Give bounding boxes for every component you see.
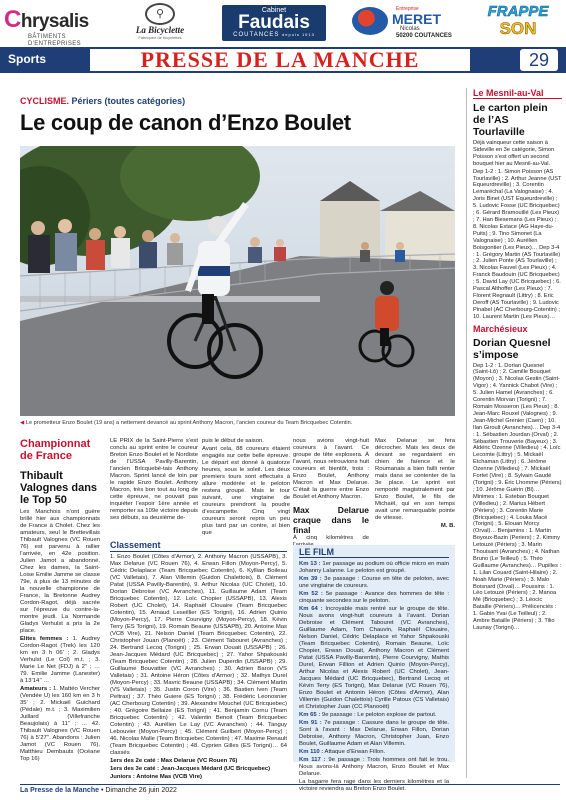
faudais-cabinet: Cabinet [261,7,287,14]
right-sidebar [466,88,562,778]
footer-publication: La Presse de la Manche [20,787,99,794]
newspaper-title: PRESSE DE LA MANCHE [90,49,470,71]
left-headline: Thibault Valognes dans le Top 50 [20,470,98,506]
chrysalis-sub: BÂTIMENTS D'ENTREPRISES [28,34,82,47]
article-col-3 [293,438,369,550]
bicyclette-sub: Fabriquée de bicyclettes [138,35,182,40]
film-item: Km 117 : 9e passage : Trois hommes ont fait le trou. Nous avons-là Anthony Macron, Enzo Boulet et Max Delarue. [299,757,450,777]
film-item: Km 52 : 5e passage : Avance des hommes de tête : cinquante secondes sur le peloton. [299,591,450,604]
classement-box [110,540,287,782]
sponsor-bicyclette [130,3,190,43]
film-item: Km 110 : Attaque d’Erwan Fillon. [299,749,386,755]
article-paragraph: nous avions vingt-huit coureurs à l’avant. Ce groupe de tête explosera. À l’avant, nous retrouvions huit coureurs et bientôt, trois : Enzo Boulet, Anthony Macron et Max Delarue. C’était la guerre entre Enzo Boulet et Anthony Macron. [293,438,369,500]
sponsor-chrysalis [4,6,116,47]
film-item: Km 64 : Incroyable mais rentré sur le groupe de tête. Nous avons vingt-huit coureurs à l’avant. Dorian Debroise et Clément Tabouret (VC Avranches), Guillaume Adam, Tom Chauvin, Raphaël Clouaire, Nelson Daniel, Cédric Delaplace et Yahor Shpakouski (Team Bricquebec Cotentin), Romain Beaune, Loïc Chopier, Erwan Douait, Anthony Macron et Clément Patat (USSA Pavilly-Barentin), Pierre Courvigny, Mathis Durel, Erwan Fillion et Adrien Quinio (Moyon-Percy), Arthur Nicolas et Alexis Robert (UC Cholet), Jean-Jacques Médard (UC Bricquebec), Bertrand Lecoq et Kévin Terry (ES Torigni), Max Delarue (VC Rouen 76), Enzo Boulet et Antonin Héron (Côtes d’Armor), Alan Villemin (Guidon Chalettois) Cyrille Patoux (CS Valletais) et Christopher Juan (CC Planooët) [299,606,449,710]
page-number: 29 [520,49,558,71]
article-paragraph: LE PRIX de la Saint-Pierre s’est conclu au sprint entre le coureur Breton Enzo Boulet et le Nordiste de l’USSA Pavilly-Barentin, l’ancien Bricquebé-tais Anthony Macron. Sprint lancé de loin par le rapide Enzo Boulet. Anthony Macron, très bon tout au long de cette épreuve, ne pouvait pas inquiéter l’espoir 1ère année et remporter sa 109e victoire depuis ses débuts, sa deuxième de- [110,438,198,521]
footer-date: • Dimanche 26 juin 2022 [100,787,177,794]
article-subheading: Max Delarue craque dans le final [293,505,369,535]
article-paragraph: Avant cela, 88 coureurs étaient engagés sur cette belle épreuve. Le départ est donné à quatorze heures, sous le soleil. Les deux premiers tours sont effectués à allure modérée et le peloton restera groupé. Mais le tour suivant, une vingtaine de coureurs prendront la poudre d’escampette. Cinq vingt coureurs seront repris un peu plus tard par un contre, si bien que [202,446,290,536]
film-heading: LE FILM [299,547,449,558]
left-kicker: Championnat de France [20,438,91,462]
caption-marker-icon: ◀ [20,420,25,426]
article-signature: M. B. [440,523,455,529]
article-paragraph: À cinq kilomètres de [293,535,369,541]
meret-logo-icon [352,7,388,35]
kicker-sport: CYCLISME. [20,96,70,106]
film-item: Km 91 : 7e passage : Cassure dans le groupe de tête. Sont à l’avant : Max Delarue, Erwan Fillon, Dorian Debroise, Anthony Macron, Christopher Juan, Enzo Boulet, Guillaume Adam et Alan Villemin. [299,720,450,747]
meret-address: 50200 COUTANCES [396,33,452,39]
photo-caption [20,420,455,426]
film-item: Km 65 : 9e passage : Le peloton explose de partout. [299,712,437,718]
sidebar-headline-2: Dorian Quesnel s’impose [473,336,551,361]
article-col-2 [202,438,290,538]
le-film-box [293,545,455,792]
meret-entreprise: Entreprise [396,6,419,12]
faudais-city: COUTANCES [233,32,280,38]
elites-heading: Elites femmes : [20,636,69,642]
classement-heading: Classement [110,540,287,552]
film-item: Km 13 : 1er passage au podium où officie micro en main Johanny Lalanne. Le peloton est groupé. [299,561,450,574]
frappe-line1: FRAPPE [487,3,549,20]
sidebar-results-1: Dep 1-2 : 1. Simon Poisson (AS Tourlaville) ; 2. Arthur Jeanne (UST Equeurdreville) ; 3. Corentin Lemaréchal (La Valognaise) ; 4. Joris Binet (UST Equeurdreville) ; 5. Ludovic Fosse (UC Bricquebec) ; 6. Gérard Bramouillé (Les Pieux) ; 7. Han Biesemans (Les Pieux) ; 8. Nicolas Estace (AG Haye-du-Puits) ; 9. Tino Simonet (La Valognaise) ; 10. Aurélien Boisgontier (Les Pieux)… Dep 3-4 : 1. Grégory Martin (AS Tourlaville) ; 2. Julien Ponte (AS Tourlaville) ; 3. Nicolas Fauvel (Les Pieux) ; 4. Franck Baudouin (UC Bricquebec) ; 5. David Lay (UC Bricquebec) ; 6. Pascal Althoffer (Les Pieux) ; 7. Florent Regnault (Littry) ; 8. Eric Deroff (AS Tourlaville) ; 9. Ludovic Pinabel (AC Cherbourg-Cotentin) ; 10. Laurent Martin (Les Pieux)… [473,168,562,320]
sponsor-meret [352,5,460,41]
sidebar-results-2: Dep 1-2 : 1. Dorian Quesnel (Saint-Lô) ; 2. Camille Bouquet (Moyon) ; 3. Nicolas Gestin (Saint-Vigor) ; 4. Yannick Chabot (Vire) ; 5. Julien Hamel (Avranches) ; 6. Corentin Morvan (Torigni) ; 7. Romain Mosseron (Les Pieux) ; 8. Jean-Marc Rouxel (Valognes) ; 9. Jean-Michel Grenier (Caen) ; 10. Ilan Giroult (Avranches)… Dep 3-4 : 1. Sébastien Jourdan (Orval) ; 2. Sébastien Trouverie (Bayeux) ; 3. Aldéric Ozenne (Villedieu) ; 4. Loïc Lecomte (Littry) ; 5. Mickaël Etchaman (Littry) ; 6. Jérôme Ozenne (Villedieu) ; 7. Mickaël Fortet (Vire) ; 8. Sylvain Gaudé (Torigni) ; 9. Éric Lhomme (Périers) ; 10. Jérôme Guérin (Bl)… Minimes : 1. Esteban Bouquet (Villedieu) ; 2. Marius Hébert (Périers) ; 3. Corentin Marie (Bricquebec) ; 4. Louka Macé (Torigni) ; 5. Elouan Morcy (Orval)… Benjamins : 1. Martin Boyoux-Bazin (Periers) ; 2. Kimmy Letouzé (Périers) ; 3. Marin Thouisant (Avranches) ; 4. Nathan Bruno (Le Teilleul) ; 5. Théo Guillaume (Avranches)… Pupilles : 1. Lilan Couard (Saint-Hilaire) ; 2. Noah Marie (Périers) ; 3. Malo Boisnard (Orval)… Poussins : 1. Léo Letouzé (Périers) ; 2. Manoa Mé (Bricquebec) ; 3. Léocic Bataille (Périers)… Prélicenciés : 1. Gabin Yvai (Le Teilleul) ; 2. Ambre Bataille (Périers) ; 3. Tilio Launay (Torigni)… [473,362,562,631]
sidebar-body-1 [473,140,562,321]
sponsor-faudais [222,5,326,41]
classement-3e-cat: 1ers des 3e caté : Jean-Jacques Médard (UC Bricquebec) [110,766,271,772]
faudais-name: Faudais [238,12,310,33]
amateurs-results: 1. Mattéo Vercher (Vendée U) les 160 km en 3 h 35’ ; 2. Mickaël Guichard (Pédale) m.t. ; 3. Maximilien Juillard (Villefranche Beaujolais) à 11’’ ; … 42. Thibault Valognes (VC Rouen 76) à 5’27’’. Abandons : Julien Jamot (VC Rouen 76), Matthieu Dembauts (Océane Top 16) [20,686,100,762]
meret-name: MERET [392,11,441,27]
sidebar-location-2: Marchésieux [473,323,528,334]
sidebar-location-1: Le Mesnil-au-Val [473,88,562,99]
sidebar-headline-1: Le carton plein de l’AS Tourlaville [473,102,548,138]
race-photo [20,146,455,416]
bicyclette-name: La Bicyclette [135,25,185,35]
chrysalis-name: hrysalis [20,11,89,32]
article-paragraph: puis le début de saison. [202,438,264,444]
elites-results: 1. Audrey Cordon-Ragot (Trek) les 120 km en 3 h 06’ ; 2. Gladys Verhulst (Le Col) m.t. ; 3. Marie Le Net (FDJ) à 2’’ ; … 79. Emilie Jamme (Lanester) à 13’14’’ … [20,636,100,684]
caption-text: Le prometteur Enzo Boulet (19 ans) a nettement devancé au sprint Anthony Macron, l’ancien coureur du Team Bricquebec Cotentin. [25,420,353,426]
article-paragraph: Max Delarue se fera décrocher. Mais les deux de devant se regardaient en chien de faïence et le Roumanais a bien failli renter mais dans se contenter de la 3e place. Le sprint est remporté magistralement par Enzo Boulet, le fils de Michaël, qui en son temps avait une remarquable pointe de vitesse. [375,438,455,521]
left-body-text: Les Manchois n’ont guère brillé hier aux championnats de France à Cholet. Chez les amateurs, seul le Brettevillais Thibault Valognes (VC Rouen 76) est parvenu à rallier l’arrivée, en 42e position. Julien Jamot a abandonné. Chez les dames, la Saint-Loise Emilie Jamme se classe 79e, à plus de 13 minutes de la nouvelle championne de France, la Bretonne Audrey Cordon-Ragot, déjà sacrée sur l’épreuve du contre-la-montre jeudi. La Normande Gladys Verhulst a pris la 2e place. [20,509,100,634]
cyclists-photo-illustration [20,146,455,416]
faudais-since: depuis 1913 [282,32,315,37]
left-body [20,509,100,763]
amateurs-heading: Amateurs : [20,686,52,692]
article-col-4 [375,438,455,531]
kicker-event: Périers (toutes catégories) [71,96,186,106]
article-headline: Le coup de canon d’Enzo Boulet [20,110,351,135]
sponsor-frappe-son [474,3,562,43]
sponsor-strip [0,0,566,47]
classement-2e-cat: 1ers des 2e caté : Max Delarue (VC Rouen 76) [110,758,238,764]
sidebar-body-2 [473,363,562,632]
classement-juniors: Juniors : Antoine Mas (VCB Vire) [110,774,202,780]
classement-results: 1. Enzo Boulet (Côtes d’Armor), 2. Anthony Macron (USSAPB), 3. Max Delarue (VC Rouen 76), 4. Erwan Fillon (Moyon-Percy), 5. Cédric Delaplace (Team Bricquebec Cotentin), 6. Kyllian Boileau (VC Valletais), 7. Alan Villemin (Guidon Chalettois), 8. Clément Patat (USSA Pavilly-Barentin), 9. Arthur Nicolas (UC Cholet), 10. Dorian Debroise (VC Avranches), 11. Guillaume Adam (Team Bricquebec Cotentin), 12. Loïc Chopier (USSAPB), 13. Alexis Robert (UC Cholet), 14. Raphaël Clouaire (Team Bricquebec Cotentin), 15. Arnaud Leseillier (ES Torigni), 16. Adrien Quinio (Moyon-Percy), 17. Pierre Courvigny (Moyon-Percy), 18. Kévin Terry (ES Torigni), 19. Romain Beaune (USSAPB), 20. Antoine Mas (VCB Vire), 21. Nelson Daniel (Team Bricquebec Cotentin), 22. Christopher Jouan (Planoët) ; 23. Clément Tabouret (Avranches) ; 24. Bertrand Lecoq (Torigni) ; 25. Erwan Douait (USSAPB) ; 26. Jean-Jacques Médard (UC Bricquebec) ; 27. Yahor Shpakouski (Team Bricquebec Cotentin) ; 28. Julien Duperdin (USSAPB) ; 29. Guillaume Bouvattier (VC Avranches) ; 30. Adrien Baron (VS Valletais) ; 31. Antoine Héron (Côtes d’Armor) ; 32. Mathys Durel (Moyon-Percy) ; 33. Mavric Beaune (USSAPB) ; 34. Clément Martin (VS Valletais) ; 35. Justin Coron (Vire) ; 36. Bastien Iven (Team Peltrax) ; 37. Théo Guiere (ES Torigni) ; 38. Frédéric Leonosnier (AC Cherbourg Cotentin) ; 39. Alexandre Mouchel (UC Bricquebec) ; 40. Grégoire Bellaize (ES Torigni) ; 41. Benjamin Cornu (Team Bricquebec Cotentin) ; 42. Valentin Benoit (Team Bricquebec Cotentin) ; 43. Aurélien Le Lay (VC Avranches) ; 44. Tanguy Lebouvier (Moyon-Percy) ; 45. Clément Guilbert (Moyon-Percy) ; 46. Nicolas Malle (Team Bricquebec Cotentin) ; 47. Maxime Renault (Team Bricquebec Cotentin) ; 48. Cyprien Gilles (ES Torigni)… 64 classés [110,554,287,756]
section-label: Sports [8,52,47,66]
chrysalis-initial: C [4,6,21,33]
page-footer [20,784,560,794]
article-kicker [20,96,185,106]
left-column [20,438,100,764]
sidebar-intro-1: Déjà vainqueur cette saison à Sideville en 3e catégorie, Simon Poisson s’est offert un second bouquet hier au Mesnil-au-Val. [473,140,555,167]
bicycle-icon: ⚲ [145,3,175,25]
article-col-1 [110,438,198,523]
frappe-line2: SON [499,19,537,38]
meret-owner: Nicolas [400,26,420,32]
film-item: La bagarre fera rage dans les derniers kilomètres et la victoire reviendra au Breton Enzo Boulet. [299,779,449,792]
film-item: Km 39 : 3e passage : Course en tête de peloton, avec une vingtaine de coureurs. [299,576,450,589]
